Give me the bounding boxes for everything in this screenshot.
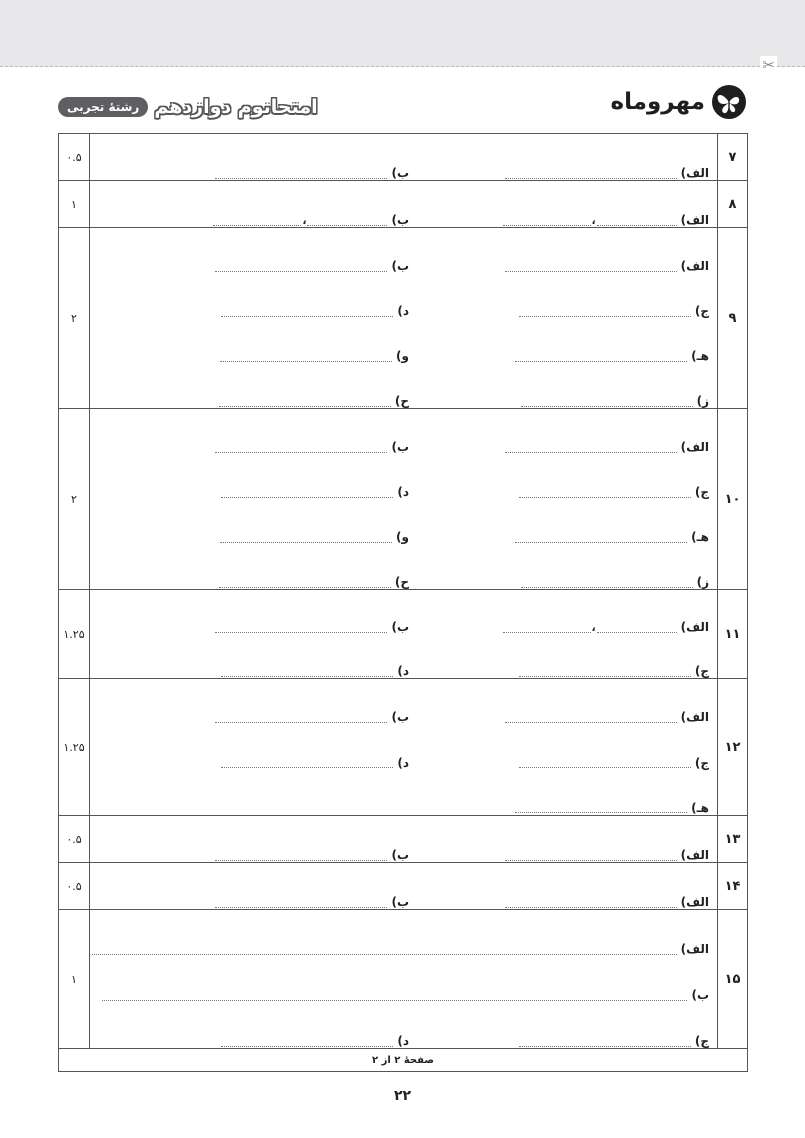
dotted-line (219, 396, 391, 407)
part-label: الف) (680, 166, 709, 180)
answer-area (90, 181, 718, 228)
part-label: ب) (391, 895, 409, 909)
answer-blank[interactable] (117, 620, 417, 634)
dotted-line (597, 215, 677, 226)
dotted-line (505, 168, 677, 179)
answer-area (90, 134, 718, 181)
field-badge: رشتهٔ تجربی (58, 97, 148, 117)
score-cell: ۲ (59, 228, 90, 409)
answer-blank[interactable] (417, 440, 717, 454)
answer-area (90, 816, 718, 863)
answer-line (90, 679, 717, 724)
question-number: ۱۵ (718, 910, 748, 1049)
brand-name: مهروماه (610, 89, 705, 115)
answer-blank[interactable] (90, 942, 717, 956)
question-row (59, 863, 748, 910)
answer-line (90, 181, 717, 227)
dotted-line (505, 261, 677, 272)
question-row (59, 910, 748, 1049)
comma-separator: ، (302, 213, 307, 227)
part-label: ب) (391, 620, 409, 634)
part-label: د) (397, 304, 409, 318)
dotted-line (505, 850, 677, 861)
question-row (59, 134, 748, 181)
exam-header (58, 94, 318, 120)
answer-blank[interactable] (417, 664, 717, 678)
part-label: الف) (680, 942, 709, 956)
answer-blank[interactable] (417, 394, 717, 408)
question-number: ۱۲ (718, 679, 748, 816)
dotted-line (215, 622, 387, 633)
part-label: هـ) (691, 349, 709, 363)
answer-blank[interactable] (117, 756, 417, 770)
dotted-line (221, 487, 393, 498)
part-label: و) (396, 530, 409, 544)
answer-area (90, 590, 718, 679)
dotted-line (519, 487, 691, 498)
part-label: ب) (391, 848, 409, 862)
part-label: الف) (680, 710, 709, 725)
part-label: ب) (691, 988, 709, 1002)
dotted-line (519, 306, 691, 317)
answer-blank[interactable] (117, 440, 417, 454)
question-row (59, 409, 748, 590)
dotted-line (92, 944, 677, 955)
answer-blank[interactable] (417, 259, 717, 273)
answer-blank[interactable] (117, 575, 417, 589)
part-label: الف) (680, 259, 709, 273)
part-label: هـ) (691, 800, 709, 815)
score-cell: ۱ (59, 910, 90, 1049)
answer-line (90, 409, 717, 454)
question-number: ۱۴ (718, 863, 748, 910)
answer-line (90, 863, 717, 909)
answer-blank[interactable] (417, 213, 717, 227)
part-label: ج) (694, 485, 709, 499)
dotted-line (215, 261, 387, 272)
cut-line (0, 66, 805, 67)
answer-blank[interactable] (90, 988, 717, 1002)
answer-blank[interactable] (117, 664, 417, 678)
answer-blank[interactable] (417, 304, 717, 318)
part-label: ز) (696, 394, 709, 408)
dotted-line (215, 712, 387, 723)
part-label: ب) (391, 440, 409, 454)
answer-blank[interactable] (117, 848, 417, 862)
answer-blank[interactable] (417, 166, 717, 180)
answer-blank[interactable] (417, 575, 717, 589)
answer-line (90, 544, 717, 589)
question-number: ۱۰ (718, 409, 748, 590)
answer-blank[interactable] (117, 394, 417, 408)
comma-separator: ، (591, 213, 596, 227)
answer-blank[interactable] (117, 485, 417, 499)
answer-blank[interactable] (417, 848, 717, 862)
answer-blank[interactable] (117, 530, 417, 544)
answer-line (90, 499, 717, 544)
question-number: ۷ (718, 134, 748, 181)
part-label: الف) (680, 848, 709, 862)
dotted-line (515, 351, 687, 362)
dotted-line (221, 306, 393, 317)
dotted-line (521, 396, 693, 407)
part-label: ب) (391, 710, 409, 725)
answer-blank[interactable] (117, 213, 417, 227)
answer-blank[interactable] (117, 259, 417, 273)
part-label: ب) (391, 213, 409, 227)
sheet-page-label: صفحهٔ ۲ از ۲ (59, 1049, 748, 1072)
part-label: الف) (680, 620, 709, 634)
question-number: ۱۱ (718, 590, 748, 679)
answer-area (90, 910, 718, 1049)
answer-blank[interactable] (117, 166, 417, 180)
answer-line (90, 724, 717, 769)
question-number: ۱۳ (718, 816, 748, 863)
dotted-line (220, 532, 392, 543)
score-cell: ۰.۵ (59, 863, 90, 910)
dotted-line (519, 757, 691, 768)
answer-blank[interactable] (417, 349, 717, 363)
answer-area (90, 679, 718, 816)
part-label: ب) (391, 166, 409, 180)
score-cell: ۱.۲۵ (59, 590, 90, 679)
answer-line (90, 770, 717, 815)
question-number: ۹ (718, 228, 748, 409)
part-label: و) (396, 349, 409, 363)
answer-line (90, 816, 717, 862)
top-band (0, 0, 805, 67)
part-label: الف) (680, 895, 709, 909)
question-row (59, 679, 748, 816)
score-cell: ۰.۵ (59, 134, 90, 181)
answer-line (90, 956, 717, 1002)
answer-line (90, 1002, 717, 1048)
answer-line (90, 363, 717, 408)
answer-blank[interactable] (117, 1034, 417, 1048)
answer-blank[interactable] (417, 1034, 717, 1048)
part-label: د) (397, 755, 409, 770)
score-cell: ۱.۲۵ (59, 679, 90, 816)
part-label: الف) (680, 440, 709, 454)
answer-blank[interactable] (417, 801, 717, 815)
dotted-line (515, 802, 687, 813)
dotted-line (505, 712, 677, 723)
part-label: ج) (694, 755, 709, 770)
question-row (59, 181, 748, 228)
part-label: ز) (696, 575, 709, 589)
answer-blank[interactable] (417, 710, 717, 724)
page-number: ۲۲ (393, 1088, 412, 1104)
dotted-line (219, 577, 391, 588)
answer-blank[interactable] (417, 620, 717, 634)
butterfly-logo-icon (711, 84, 747, 120)
dotted-line (519, 1036, 691, 1047)
score-cell: ۰.۵ (59, 816, 90, 863)
dotted-line (213, 215, 301, 226)
answer-area (90, 863, 718, 910)
sheet-footer (59, 1049, 748, 1072)
question-row (59, 816, 748, 863)
scissors-icon: ✂ (762, 56, 775, 74)
dotted-line (215, 850, 387, 861)
dotted-line (215, 168, 387, 179)
dotted-line (221, 1036, 393, 1047)
dotted-line (521, 577, 693, 588)
comma-separator: ، (591, 620, 596, 634)
part-label: د) (397, 664, 409, 678)
answer-line (90, 590, 717, 634)
question-number: ۸ (718, 181, 748, 228)
dotted-line (505, 897, 677, 908)
part-label: ج) (694, 664, 709, 678)
answer-blank[interactable] (117, 304, 417, 318)
dotted-line (519, 666, 691, 677)
answer-line (90, 910, 717, 956)
brand-header (611, 84, 747, 120)
dotted-line (221, 757, 393, 768)
part-label: ج) (694, 304, 709, 318)
answer-line (90, 228, 717, 273)
dotted-line (505, 442, 677, 453)
dotted-line (597, 622, 677, 633)
answer-blank[interactable] (417, 756, 717, 770)
answer-blank[interactable] (417, 895, 717, 909)
part-label: ح) (394, 394, 409, 408)
dotted-line (221, 666, 393, 677)
answer-area (90, 228, 718, 409)
score-cell: ۱ (59, 181, 90, 228)
question-row (59, 590, 748, 679)
exam-title: امتحانوم دوازدهم (154, 96, 318, 118)
answer-line (90, 454, 717, 499)
dotted-line (515, 532, 687, 543)
answer-line (90, 318, 717, 363)
part-label: هـ) (691, 530, 709, 544)
answer-line (90, 273, 717, 318)
answer-line (90, 134, 717, 180)
part-label: ج) (694, 1034, 709, 1048)
answer-blank[interactable] (117, 710, 417, 724)
dotted-line (503, 215, 591, 226)
dotted-line (220, 351, 392, 362)
answer-blank[interactable] (417, 530, 717, 544)
part-label: الف) (680, 213, 709, 227)
answer-area (90, 409, 718, 590)
part-label: د) (397, 485, 409, 499)
answer-line (90, 634, 717, 678)
answer-blank[interactable] (117, 895, 417, 909)
dotted-line (307, 215, 387, 226)
dotted-line (215, 897, 387, 908)
answer-sheet-table (58, 133, 748, 1072)
question-row (59, 228, 748, 409)
dotted-line (503, 622, 591, 633)
part-label: د) (397, 1034, 409, 1048)
answer-blank[interactable] (417, 485, 717, 499)
part-label: ب) (391, 259, 409, 273)
part-label: ح) (394, 575, 409, 589)
answer-blank[interactable] (117, 349, 417, 363)
score-cell: ۲ (59, 409, 90, 590)
dotted-line (215, 442, 387, 453)
dotted-line (102, 990, 687, 1001)
